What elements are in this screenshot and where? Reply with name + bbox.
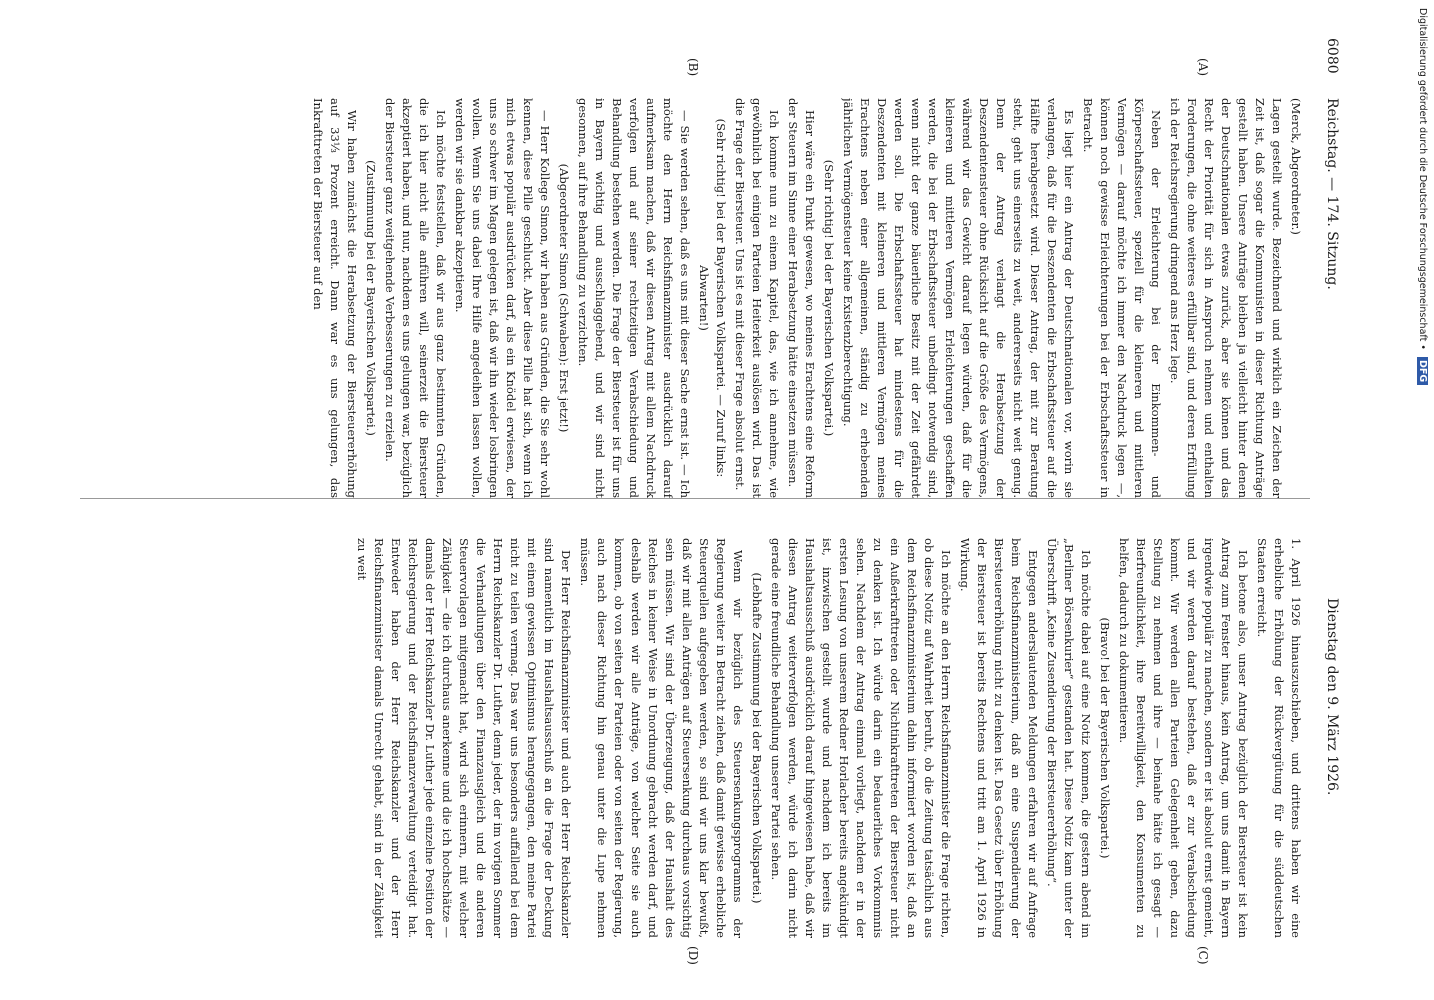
page-number: 6080 [1324,38,1340,74]
interjection: (Lebhafte Zustimmung bei der Bayerischen Volkspartei.) [750,572,764,904]
paragraph: Der Herr Reichsfinanzminister und auch der Herr Reichskanzler sind namentlich im Haushaltsausschuß an die Frage der Deckung mit einem gewissen Optimismus herangegangen, den meine Partei nicht zu teilen vermag. Das war uns besonders auffallend bei dem Herrn Reichskanzler Dr. Luther, denn jeder, der im vorigen Sommer die Verhandlungen über den Finanzausgleich und die anderen Steuervorlagen mitgemacht hat, wird sich erinnern, mit welcher Zähigkeit — die ich durchaus anerkenne und die ich hochschätze — damals der Herr Reichskanzler Dr. Luther jede einzelne Position der Reichsregierung und der Reichsfinanzverwaltung verteidigt hat. Entweder haben der Herr Reichskanzler und der Herr Reichsfinanzminister damals Unrecht gehabt, sind in der Zähigkeit zu weit [355,538,573,938]
quotation: Entgegen anderslautenden Meldungen erfahren wir auf Anfrage beim Reichsfinanzministerium, daß an eine Suspendierung der Biersteuererhöhung nicht zu denken ist. Das Gesetz über Erhöhung der Biersteuer ist bereits Rechtens und tritt am 1. April 1926 in Wirkung. [958,538,1040,938]
paragraph: Ich möchte dabei auf eine Notiz kommen, die gestern abend im „Berliner Börsenkurier“ gestanden hat. Diese Notiz kam unter der Überschrift „Keine Zusendierung der Biersteuererhöhung“. [1045,538,1093,938]
paragraph: Ich möchte an den Herrn Reichsfinanzminister die Frage richten, ob diese Notiz auf Wahrheit beruht, ob die Zeitung tatsächlich aus dem Reichsfinanzministerium dahin informiert worden ist, daß an ein Außerkrafttreten oder Nichtinkrafttreten der Biersteuer nicht zu denken ist. Ich würde darin ein bedauerliches Vorkommnis sehen. Nachdem der Antrag einmal vorliegt, nachdem er in der ersten Lesung von unserem Redner Horlacher bereits angekündigt ist, inzwischen gestellt wurde und nachdem ich bereits im Haushaltsausschuß ausdrücklich darauf hingewiesen habe, daß wir diesen Antrag weiterverfolgen werden, würde ich darin nicht gerade eine freundliche Behandlung unserer Partei sehen. [769,538,953,938]
interjection: (Zustimmung bei der Bayerischen Volkspartei.) [364,160,378,436]
paragraph: Lagen gestellt wurde. Bezeichnend und wirklich ein Zeichen der Zeit ist, daß sogar die Kommunisten in dieser Richtung Anträge gestellt haben. Unsere Anträge bleiben ja vielleicht hinter denen der Deutschnationalen etwas zurück, aber sie können und das Recht der Priorität für sich in Anspruch nehmen und enthalten Forderungen, die ohne weiteres erfüllbar sind, und deren Erfüllung ich der Reichsregierung dringend ans Herz lege. [1168,98,1284,498]
left-column [74,98,1304,498]
left-running-head: Reichstag. — 174. Sitzung. [1324,98,1340,290]
paragraph: Hier wäre ein Punkt gewesen, wo meines Erachtens eine Reform der Steuern im Sinne einer Herabsetzung hätte einsetzen müssen. [786,98,817,498]
right-running-head: Dienstag den 9. März 1926. [1324,598,1340,796]
paragraph: Es liegt hier ein Antrag der Deutschnationalen vor, worin sie verlangen, daß für die Deszendenten die Erbschaftssteuer auf die Hälfte herabgesetzt wird. Dieser Antrag, der mit zur Beratung steht, geht uns einerseits zu weit, andererseits nicht weit genug. Denn der Antrag verlangt die Herabsetzung der Deszendentensteuer ohne Rücksicht auf die Größe des Vermögens, während wir das Gewicht darauf legen würden, daß für die kleineren und mittleren Vermögen Erleichterungen geschaffen werden, die bei der Erbschaftssteuer unbedingt notwendig sind, wenn nicht der ganze bäuerliche Besitz mit der Zeit gefährdet werden soll. Die Erbschaftssteuer hat mindestens für die Deszendenten mit kleineren und mittleren Vermögen meines Erachtens neben einer allgemeinen, ständig zu erhebenden jährlichen Vermögensteuer keine Existenzberechtigung. [841,98,1076,498]
page-header [1310,38,1340,968]
paragraph: Wenn wir bezüglich des Steuersenkungsprogramms der Regierung weiter in Betracht ziehen, daß damit gewisse erhebliche Steuerquellen aufgegeben werden, so sind wir uns klar bewußt, daß wir mit allen Anträgen auf Steuersenkung durchaus vorsichtig sein müssen. Wir sind der Überzeugung, daß der Haushalt des Reiches in keiner Weise in Unordnung gebracht werden darf, und deshalb werden wir alle Anträge, von welcher Seite sie auch kommen, ob von seiten der Parteien oder von seiten der Regierung, auch nach dieser Richtung hin genau unter die Lupe nehmen müssen. [578,538,745,938]
paragraph: — Sie werden sehen, daß es uns mit dieser Sache ernst ist. — Ich möchte den Herrn Reichsfinanzminister ausdrücklich darauf aufmerksam machen, daß wir diesen Antrag mit allem Nachdruck verfolgen und auf seiner rechtzeitigen Verabschiedung und Behandlung bestehen werden. Die Frage der Biersteuer ist für uns in Bayern wichtig und ausschlaggebend, und wir sind nicht gesonnen, auf ihre Behandlung zu verzichten. [576,98,692,498]
margin-letter-c: (C) [1196,946,1210,965]
column-divider [80,498,1310,499]
interjection: (Abgeordneter Simon (Schwaben): Erst jetzt!) [557,163,571,433]
paragraph: 1. April 1926 hinauszuschieben, und drittens haben wir eine erhebliche Erhöhung der Rückvergütung für die süddeutschen Staaten erreicht. [1255,538,1303,938]
paragraph: Ich komme nun zu einem Kapitel, das, wie ich annehme, wie gewöhnlich bei einigen Parteien Heiterkeit auslösen wird. Das ist die Frage der Biersteuer. Uns ist es mit dieser Frage absolut ernst. [733,98,781,498]
right-column [74,538,1304,938]
speaker-label: (Merck, Abgeordneter.) [1289,98,1303,235]
dfg-logo: DFG [1417,357,1428,385]
margin-letter-b: (B) [686,58,700,77]
margin-letter-a: (A) [1196,58,1210,77]
margin-letter-d: (D) [686,946,700,965]
interjection: (Sehr richtig! bei der Bayerischen Volkspartei. — Zuruf links: Abwarten!) [697,118,728,478]
paragraph: Wir haben zunächst die Herabsetzung der Biersteuererhöhung auf 33⅓ Prozent erreicht. Dann war es uns gelungen, das Inkrafttreten der Biersteuer auf den [311,98,359,498]
digitization-credit [1412,8,1432,992]
credit-text: Digitalisierung gefördert durch die Deutsche Forschungsgemeinschaft • [1417,8,1428,350]
interjection: (Bravo! bei der Bayerischen Volkspartei.) [1098,617,1112,859]
interjection: (Sehr richtig! bei der Bayerischen Volkspartei.) [822,159,836,437]
paragraph: Ich möchte feststellen, daß wir aus ganz bestimmten Gründen, die ich hier nicht alle anführen will, seinerzeit die Biersteuer akzeptiert haben, und nur, nachdem es uns gelungen war, bezüglich der Biersteuer ganz weitgehende Verbesserungen zu erzielen. [383,98,448,498]
paragraph: — Herr Kollege Simon, wir haben aus Gründen, die Sie sehr wohl kennen, diese Pille geschluckt. Aber diese Pille hat sich, wenn ich mich etwas populär ausdrücken darf, als ein Knödel erwiesen, der uns so schwer im Magen gelegen ist, daß wir ihn wieder losbringen wollen. Wenn Sie uns dabei Ihre Hilfe angedeihen lassen wollen, werden wir sie dankbar akzeptieren. [453,98,552,498]
paragraph: Neben der Erleichterung bei der Einkommen- und Körperschaftssteuer, speziell für die kleineren und mittleren Vermögen — darauf möchte ich immer den Nachdruck legen —, können noch gewisse Erleichterungen bei der Erbschaftssteuer in Betracht. [1081,98,1163,498]
rotated-page [70,38,1340,968]
paragraph: Ich betone also, unser Antrag bezüglich der Biersteuer ist kein Antrag zum Fenster hinaus, kein Antrag, um uns damit in Bayern irgendwie populär zu machen, sondern er ist absolut ernst gemeint, und wir werden darauf bestehen, daß er zur Verabschiedung kommt. Wir werden allen Parteien Gelegenheit geben, dazu Stellung zu nehmen und ihre — beinahe hätte ich gesagt — Bierfreundlichkeit, ihre Bereitwilligkeit, den Konsumenten zu helfen, dadurch zu dokumentieren. [1117,538,1250,938]
